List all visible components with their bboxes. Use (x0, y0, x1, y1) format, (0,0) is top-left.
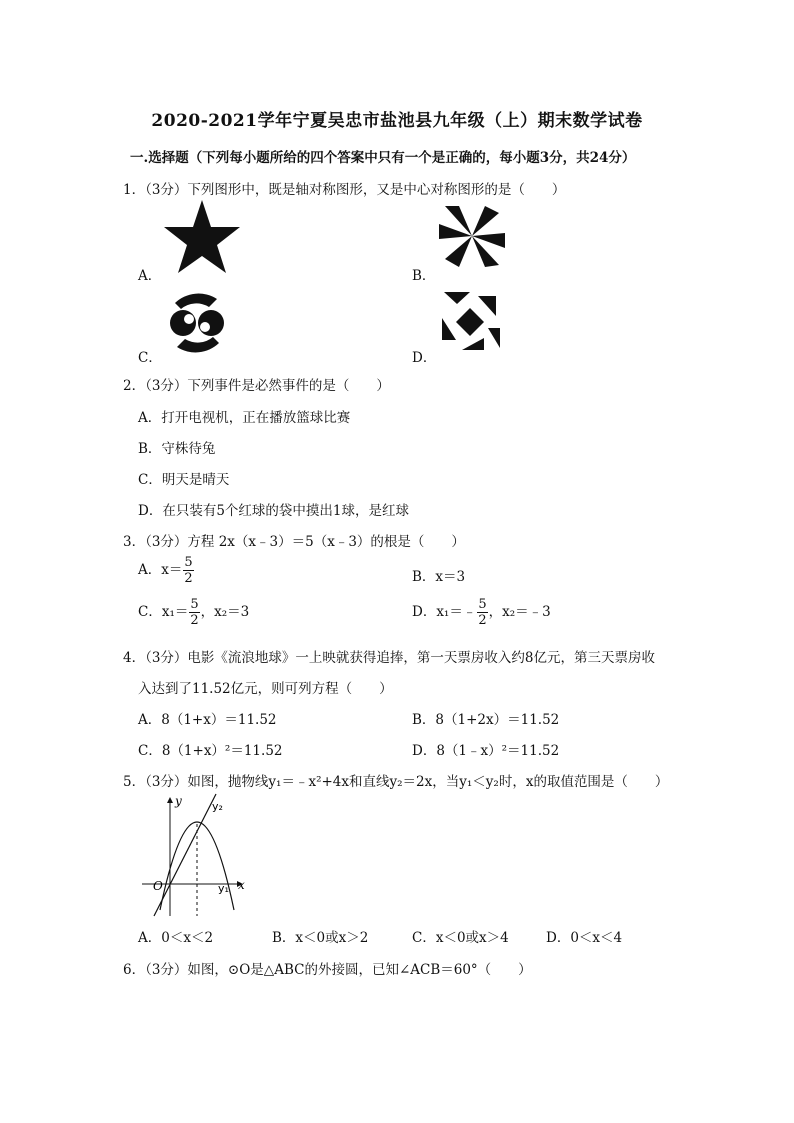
q6-stem: 6．（3分）如图，⊙O是△ABC的外接圆，已知∠ACB＝60°（ ） (123, 962, 532, 978)
q2-option-a: A．打开电视机，正在播放篮球比赛 (138, 410, 351, 426)
x-axis-label: x (238, 878, 245, 892)
q5-option-d: D．0＜x＜4 (546, 930, 623, 946)
q4-option-c: C．8（1+x）²＝11.52 (138, 743, 283, 759)
y2-label: y₂ (212, 800, 223, 813)
q4-stem-line1: 4．（3分）电影《流浪地球》一上映就获得追捧，第一天票房收入约8亿元，第三天票房收 (123, 650, 656, 666)
q5-option-b: B．x＜0或x＞2 (272, 930, 369, 946)
y1-label: y₁ (218, 882, 229, 895)
q3-stem: 3．（3分）方程 2x（x﹣3）＝5（x﹣3）的根是（ ） (123, 534, 465, 550)
q2-option-c: C．明天是晴天 (138, 472, 230, 488)
q2-stem: 2．（3分）下列事件是必然事件的是（ ） (123, 378, 390, 394)
section-heading: 一.选择题（下列每小题所给的四个答案中只有一个是正确的，每小题3分，共24分） (130, 150, 636, 166)
q3-option-c-prefix: C．x₁＝ (138, 604, 189, 620)
fraction-denominator: 2 (184, 571, 193, 586)
q5-graph (138, 792, 250, 920)
line-y2 (154, 794, 216, 916)
q5-option-a: A．0＜x＜2 (138, 930, 214, 946)
fraction-denominator: 2 (190, 613, 199, 628)
page-title: 2020-2021学年宁夏吴忠市盐池县九年级（上）期末数学试卷 (151, 111, 643, 131)
q3-option-a (138, 556, 195, 585)
q1-stem: 1．（3分）下列图形中，既是轴对称图形，又是中心对称图形的是（ ） (123, 182, 566, 198)
q3-option-d-prefix: D．x₁＝﹣ (412, 604, 477, 620)
q2-option-d: D．在只装有5个红球的袋中摸出1球，是红球 (138, 503, 410, 519)
q1-option-a-label: A． (138, 268, 162, 284)
fraction (189, 598, 199, 627)
q4-option-a: A．8（1+x）＝11.52 (138, 712, 277, 728)
y-axis-label: y (175, 794, 182, 808)
q3-option-d (412, 598, 551, 627)
crab-symbol-figure (161, 287, 233, 359)
squares-triangles-figure (438, 288, 502, 356)
q4-stem-line2: 入达到了11.52亿元，则可列方程（ ） (138, 681, 393, 697)
q1-option-d-label: D． (412, 350, 437, 366)
fraction-numerator: 5 (184, 555, 193, 570)
q5-option-c: C．x＜0或x＞4 (412, 930, 509, 946)
q5-stem: 5．（3分）如图，抛物线y₁＝﹣x²+4x和直线y₂＝2x，当y₁＜y₂时，x的取值范围是（ ） (123, 774, 669, 790)
q3-option-c-suffix: ，x₂＝3 (200, 604, 250, 620)
fraction (183, 556, 193, 585)
origin-label: O (153, 879, 163, 893)
q3-option-d-suffix: ，x₂＝﹣3 (488, 604, 551, 620)
star-figure (160, 198, 244, 276)
fraction-numerator: 5 (478, 597, 487, 612)
fraction-denominator: 2 (478, 613, 487, 628)
fraction (477, 598, 487, 627)
q4-option-d: D．8（1﹣x）²＝11.52 (412, 743, 560, 759)
q1-option-c-label: C． (138, 350, 162, 366)
fraction-numerator: 5 (190, 597, 199, 612)
q1-option-b-label: B． (412, 268, 436, 284)
q3-option-a-prefix: A．x＝ (138, 562, 183, 578)
q3-option-c (138, 598, 249, 627)
pinwheel-figure (437, 203, 507, 269)
q4-option-b: B．8（1+2x）＝11.52 (412, 712, 560, 728)
q3-option-b: B．x＝3 (412, 569, 466, 585)
q2-option-b: B．守株待兔 (138, 441, 216, 457)
